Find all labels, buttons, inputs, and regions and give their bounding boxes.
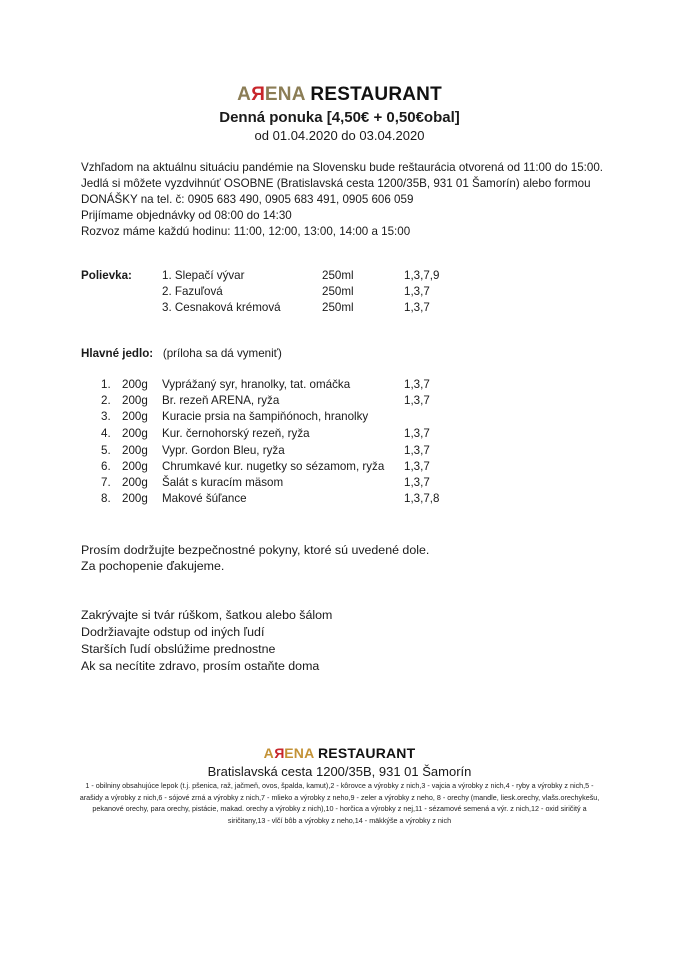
restaurant-logo bbox=[0, 84, 679, 106]
main-allergens: 1,3,7 bbox=[404, 444, 430, 457]
logo-letter-r-mirrored: R bbox=[251, 84, 265, 105]
intro-line: Vzhľadom na aktuálnu situáciu pandémie na Slovensku bude reštaurácia otvorená od 11:00 do 15:00. bbox=[81, 161, 604, 174]
logo-letter-r-mirrored: R bbox=[273, 745, 285, 761]
main-weight: 200g bbox=[122, 444, 148, 457]
mains-label: Hlavné jedlo: bbox=[81, 347, 154, 360]
main-name: Kur. černohorský rezeň, ryža bbox=[162, 427, 310, 440]
mains-note: (príloha sa dá vymeniť) bbox=[162, 347, 282, 360]
intro-line: DONÁŠKY na tel. č: 0905 683 490, 0905 683 491, 0905 606 059 bbox=[81, 193, 414, 206]
main-weight: 200g bbox=[122, 460, 148, 473]
main-number: 6. bbox=[101, 460, 111, 473]
allergen-legend: 1 - obilniny obsahujúce lepok (t.j. pšenica, raž, jačmeň, ovos, špalda, kamut),2 - kôrovce a výrobky z nich,3 - vajcia a výrobky z nich,4 - ryby a výrobky z nich,5 - arašidy a výrobky z nich,6 - sójové zrná a výrobky z nich,7 - mlieko a výrobky z neho,9 - zeler a výrobky z neho, 8 - orechy (mandle, liesk.orechy, vlašs.orechykešu, pekanové orechy, para orechy, pistácie, makad. orechy a výrobky z nich),10 - horčica a výrobky z nej,11 - sézamové semená a výr. z nich,12 - oxid siričitý a siričitany,13 - vlčí bôb a výrobky z neho,14 - mäkkýše a výrobky z nich bbox=[79, 781, 600, 825]
main-name: Šalát s kuracím mäsom bbox=[162, 476, 284, 489]
safety-line: Dodržiavajte odstup od iných ľudí bbox=[81, 625, 265, 639]
soup-name: 3. Cesnaková krémová bbox=[162, 301, 281, 314]
soup-allergens: 1,3,7 bbox=[404, 285, 430, 298]
soup-size: 250ml bbox=[322, 269, 354, 282]
main-weight: 200g bbox=[122, 427, 148, 440]
main-allergens: 1,3,7 bbox=[404, 378, 430, 391]
main-name: Vypr. Gordon Bleu, ryža bbox=[162, 444, 285, 457]
main-weight: 200g bbox=[122, 378, 148, 391]
main-name: Kuracie prsia na šampiňónoch, hranolky bbox=[162, 410, 369, 423]
logo-letters-ena: ENA bbox=[284, 745, 314, 761]
main-number: 4. bbox=[101, 427, 111, 440]
intro-line: Jedlá si môžete vyzdvihnúť OSOBNE (Bratislavská cesta 1200/35B, 931 01 Šamorín) alebo formou bbox=[81, 177, 591, 190]
main-weight: 200g bbox=[122, 394, 148, 407]
notice-line: Za pochopenie ďakujeme. bbox=[81, 559, 225, 573]
intro-line: Prijímame objednávky od 08:00 do 14:30 bbox=[81, 209, 292, 222]
safety-line: Ak sa necítite zdravo, prosím ostaňte doma bbox=[81, 659, 320, 673]
main-number: 5. bbox=[101, 444, 111, 457]
logo-restaurant: RESTAURANT bbox=[310, 84, 442, 105]
main-number: 7. bbox=[101, 476, 111, 489]
main-name: Vyprážaný syr, hranolky, tat. omáčka bbox=[162, 378, 351, 391]
main-name: Br. rezeň ARENA, ryža bbox=[162, 394, 280, 407]
soup-size: 250ml bbox=[322, 301, 354, 314]
footer-address: Bratislavská cesta 1200/35B, 931 01 Šamorín bbox=[207, 764, 472, 779]
main-allergens: 1,3,7 bbox=[404, 427, 430, 440]
soup-size: 250ml bbox=[322, 285, 354, 298]
main-weight: 200g bbox=[122, 410, 148, 423]
main-allergens: 1,3,7,8 bbox=[404, 492, 440, 505]
logo-letters-ena: ENA bbox=[264, 84, 305, 105]
safety-line: Zakrývajte si tvár rúškom, šatkou alebo šálom bbox=[81, 608, 333, 622]
main-number: 1. bbox=[101, 378, 111, 391]
main-allergens: 1,3,7 bbox=[404, 394, 430, 407]
notice-line: Prosím dodržujte bezpečnostné pokyny, ktoré sú uvedené dole. bbox=[81, 543, 430, 557]
soup-name: 2. Fazuľová bbox=[162, 285, 223, 298]
main-weight: 200g bbox=[122, 476, 148, 489]
main-number: 8. bbox=[101, 492, 111, 505]
main-name: Makové šúľance bbox=[162, 492, 247, 505]
mains-heading bbox=[81, 346, 282, 362]
logo-letter-a: A bbox=[237, 84, 251, 105]
main-allergens: 1,3,7 bbox=[404, 460, 430, 473]
main-number: 2. bbox=[101, 394, 111, 407]
logo-restaurant: RESTAURANT bbox=[317, 745, 416, 761]
footer-logo bbox=[0, 745, 679, 761]
soup-allergens: 1,3,7,9 bbox=[404, 269, 440, 282]
intro-line: Rozvoz máme každú hodinu: 11:00, 12:00, 13:00, 14:00 a 15:00 bbox=[81, 225, 411, 238]
soups-label: Polievka: bbox=[81, 269, 132, 282]
main-name: Chrumkavé kur. nugetky so sézamom, ryža bbox=[162, 460, 385, 473]
safety-line: Starších ľudí obslúžime prednostne bbox=[81, 642, 276, 656]
main-number: 3. bbox=[101, 410, 111, 423]
soup-allergens: 1,3,7 bbox=[404, 301, 430, 314]
main-weight: 200g bbox=[122, 492, 148, 505]
menu-dates: od 01.04.2020 do 03.04.2020 bbox=[254, 128, 425, 143]
daily-menu-title: Denná ponuka [4,50€ + 0,50€obal] bbox=[219, 109, 460, 126]
main-allergens: 1,3,7 bbox=[404, 476, 430, 489]
soup-name: 1. Slepačí vývar bbox=[162, 269, 245, 282]
logo-letter-a: A bbox=[263, 745, 274, 761]
